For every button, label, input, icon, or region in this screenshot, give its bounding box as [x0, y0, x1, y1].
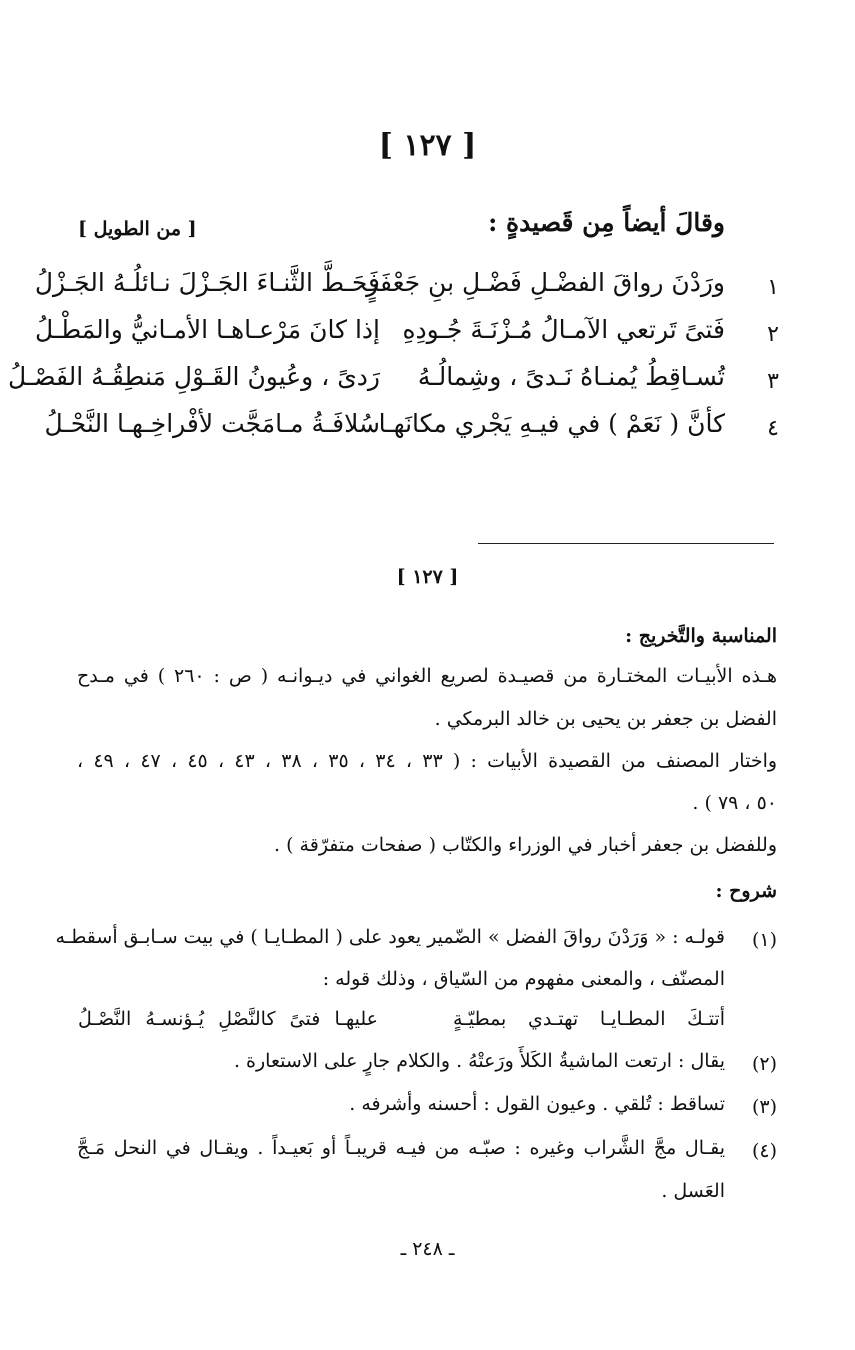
- poem-intro: وقالَ أيضاً مِن قَصيدةٍ :: [488, 208, 725, 237]
- verse-hemistich-left: سُلافَـةُ مـامَجَّت لأفْراخِـهـا النَّحْـلُ: [44, 409, 380, 438]
- verse-hemistich-left: رَدىً ، وعُيونُ القَـوْلِ مَنطِقُـهُ الفَصْـلُ: [8, 362, 380, 391]
- verse-hemistich-left: إذا كانَ مَرْعـاهـا الأمـانيُّ والمَطْـلُ: [34, 315, 380, 344]
- verse-hemistich-right: فَتىً تَرتعي الآمـالُ مُـزْنَـةَ جُـودِهِ: [402, 315, 725, 344]
- note-text: قولـه : « وَرَدْنَ رواقَ الفضل » الضّمير يعود على ( المطـايـا ) في بيت سـابـق أسقطـه: [55, 926, 725, 948]
- verse-hemistich-right: كأنَّ ( نَعَمْ ) في فيـهِ يَجْري مكانَهـا: [378, 409, 725, 438]
- note-text: يقال : ارتعت الماشيةُ الكَلأَ ورَعتْهُ . والكلام جارٍ على الاستعارة .: [233, 1050, 725, 1072]
- takhrij-line: ٥٠ ، ٧٩ ) .: [692, 792, 777, 814]
- footnote-separator: [478, 543, 774, 544]
- quote-hemistich-left: عليهـا فتىً كالنَّصْلِ يُـؤنسـهُ النَّصْـلُ: [78, 1008, 378, 1030]
- takhrij-line: هـذه الأبيـات المختـارة من قصيـدة لصريع الغواني في ديـوانـه ( ص : ٢٦٠ ) في مـدح: [77, 665, 778, 687]
- takhrij-heading: المناسبة والتَّخريج :: [625, 625, 777, 647]
- note-text: العَسل .: [661, 1180, 725, 1202]
- note-number: (٢): [751, 1053, 777, 1075]
- verse-number: ٢: [767, 322, 779, 347]
- takhrij-line: وللفضل بن جعفر أخبار في الوزراء والكتّاب ( صفحات متفرّقة ) .: [274, 834, 777, 856]
- note-number: (٣): [751, 1096, 777, 1118]
- takhrij-line: الفضل بن جعفر بن يحيى بن خالد البرمكي .: [434, 708, 777, 730]
- verse-hemistich-right: تُسـاقِطُ يُمنـاهُ نَـدىً ، وشِمالُـهُ: [417, 362, 725, 391]
- takhrij-line: واختار المصنف من القصيدة الأبيات : ( ٣٣ ، ٣٤ ، ٣٥ ، ٣٨ ، ٤٣ ، ٤٥ ، ٤٧ ، ٤٩ ،: [77, 750, 778, 772]
- poem-number: [ ١٢٧ ]: [378, 128, 477, 163]
- note-text: تساقط : تُلقي . وعيون القول : أحسنه وأشرفه .: [349, 1093, 725, 1115]
- note-number: (٤): [751, 1140, 777, 1162]
- note-text: المصنّف ، والمعنى مفهوم من السّياق ، وذلك قوله :: [322, 968, 725, 990]
- verse-hemistich-right: ورَدْنَ رواقَ الفضْـلِ فَضْـلِ بنِ جَعْفَرٍ: [366, 268, 725, 297]
- poem-meter: [ من الطويل ]: [78, 218, 197, 240]
- note-text: يقـال مجَّ الشَّراب وغيره : صبّـه من فيـه قريبـاً أو بَعيـداً . ويقـال في النحل مَـجَّ: [77, 1137, 725, 1159]
- verse-number: ٣: [767, 369, 779, 394]
- notes-number: [ ١٢٧ ]: [396, 566, 459, 588]
- page-number: ـ ٢٤٨ ـ: [400, 1238, 455, 1260]
- note-number: (١): [751, 929, 777, 951]
- verse-number: ١: [767, 275, 779, 300]
- quote-hemistich-right: أتتـكَ المطـايـا تهتـدي بمطيّـةٍ: [453, 1008, 725, 1030]
- shuruh-heading: شروح :: [715, 880, 777, 902]
- verse-number: ٤: [767, 416, 779, 441]
- verse-hemistich-left: فَحَـطَّ الثَّنـاءَ الجَـزْلَ نـائلُـهُ الجَـزْلُ: [34, 268, 380, 297]
